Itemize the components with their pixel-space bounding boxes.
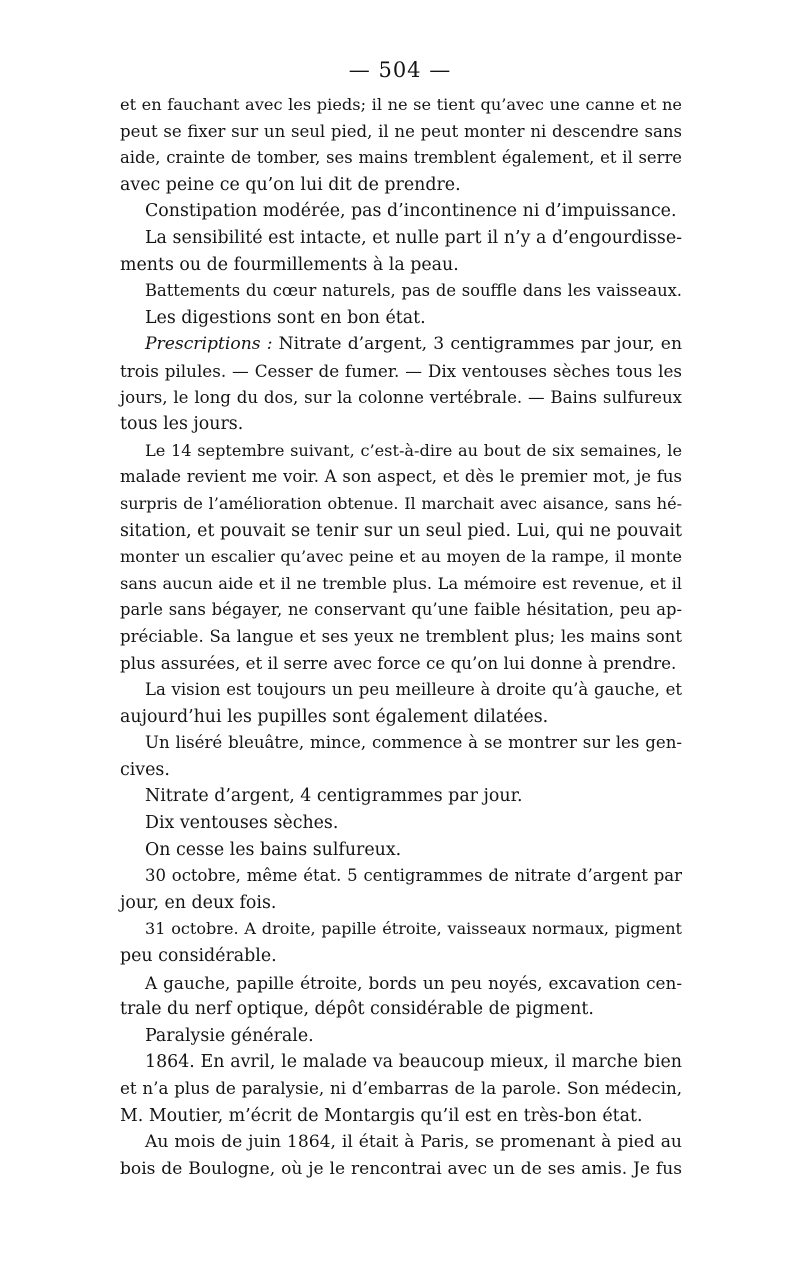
text-line: Les digestions sont en bon état.	[145, 307, 426, 328]
text-line: plus assurées, et il serre avec force ce qu’on lui donne à prendre.	[120, 653, 677, 674]
text-line: Un liséré bleuâtre, mince, commence à se montrer sur les gen-	[145, 733, 682, 753]
text-line: surpris de l’amélioration obtenue. Il marchait avec aisance, sans hé-	[120, 493, 682, 513]
text-line: M. Moutier, m’écrit de Montargis qu’il est en très-bon état.	[120, 1105, 643, 1126]
text-line: trois pilules. — Cesser de fumer. — Dix ventouses sèches tous les	[120, 360, 682, 381]
text-line: La vision est toujours un peu meilleure à droite qu’à gauche, et	[145, 680, 682, 700]
text-line: Nitrate d’argent, 4 centigrammes par jour.	[145, 786, 523, 807]
text-line: et en fauchant avec les pieds; il ne se tient qu’avec une canne et ne	[120, 95, 682, 114]
text-line: peut se fixer sur un seul pied, il ne peut monter ni descendre sans	[120, 121, 682, 141]
text-line: aide, crainte de tomber, ses mains tremblent également, et il serre	[120, 148, 682, 168]
text-line: parle sans bégayer, ne conservant qu’une faible hésitation, peu ap-	[120, 600, 682, 620]
page-number: — 504 —	[348, 58, 452, 82]
text-line: cives.	[120, 759, 170, 780]
body-text	[120, 92, 682, 1182]
text-line: sitation, et pouvait se tenir sur un seul pied. Lui, qui ne pouvait	[120, 520, 682, 541]
text-line: sans aucun aide et il ne tremble plus. La mémoire est revenue, et il	[120, 573, 682, 593]
text-line: 1864. En avril, le malade va beaucoup mieux, il marche bien	[145, 1052, 682, 1073]
text-line: Constipation modérée, pas d’incontinence ni d’impuissance.	[145, 201, 677, 222]
text-line: Au mois de juin 1864, il était à Paris, se promenant à pied au	[145, 1132, 682, 1153]
text-line: tous les jours.	[120, 414, 244, 435]
text-line: ments ou de fourmillements à la peau.	[120, 254, 459, 275]
text-line: Dix ventouses sèches.	[145, 813, 339, 834]
text-line: La sensibilité est intacte, et nulle part il n’y a d’engourdisse-	[145, 227, 682, 248]
prescriptions-label: Prescriptions :	[145, 334, 273, 355]
text-line: On cesse les bains sulfureux.	[145, 839, 402, 860]
text-line: trale du nerf optique, dépôt considérable de pigment.	[120, 999, 594, 1020]
text-line: et n’a plus de paralysie, ni d’embarras de la parole. Son médecin,	[120, 1078, 682, 1098]
text-line: 30 octobre, même état. 5 centigrammes de nitrate d’argent par	[145, 866, 682, 886]
text-line: aujourd’hui les pupilles sont également dilatées.	[120, 706, 549, 727]
text-line: peu considérable.	[120, 946, 277, 966]
text-line: A gauche, papille étroite, bords un peu noyés, excavation cen-	[145, 972, 682, 993]
text-line: préciable. Sa langue et ses yeux ne tremblent plus; les mains sont	[120, 626, 682, 646]
text-line: bois de Boulogne, où je le rencontrai avec un de ses amis. Je fus	[120, 1158, 682, 1179]
text-line: jours, le long du dos, sur la colonne vertébrale. — Bains sulfureux	[120, 387, 682, 407]
text-line: Le 14 septembre suivant, c’est-à-dire au bout de six semaines, le	[145, 440, 682, 460]
text-line: avec peine ce qu’on lui dit de prendre.	[120, 174, 461, 195]
text-segment: Nitrate d’argent, 3 centigrammes par jour, en	[272, 334, 682, 355]
text-line: monter un escalier qu’avec peine et au moyen de la rampe, il monte	[120, 547, 682, 567]
text-line: malade revient me voir. A son aspect, et dès le premier mot, je fus	[120, 467, 682, 487]
text-line: 31 octobre. A droite, papille étroite, vaisseaux normaux, pigment	[145, 919, 682, 939]
text-line	[120, 331, 682, 358]
text-line: Battements du cœur naturels, pas de souffle dans les vaisseaux.	[145, 281, 682, 301]
text-line: Paralysie générale.	[145, 1025, 314, 1046]
text-line: jour, en deux fois.	[120, 892, 277, 913]
